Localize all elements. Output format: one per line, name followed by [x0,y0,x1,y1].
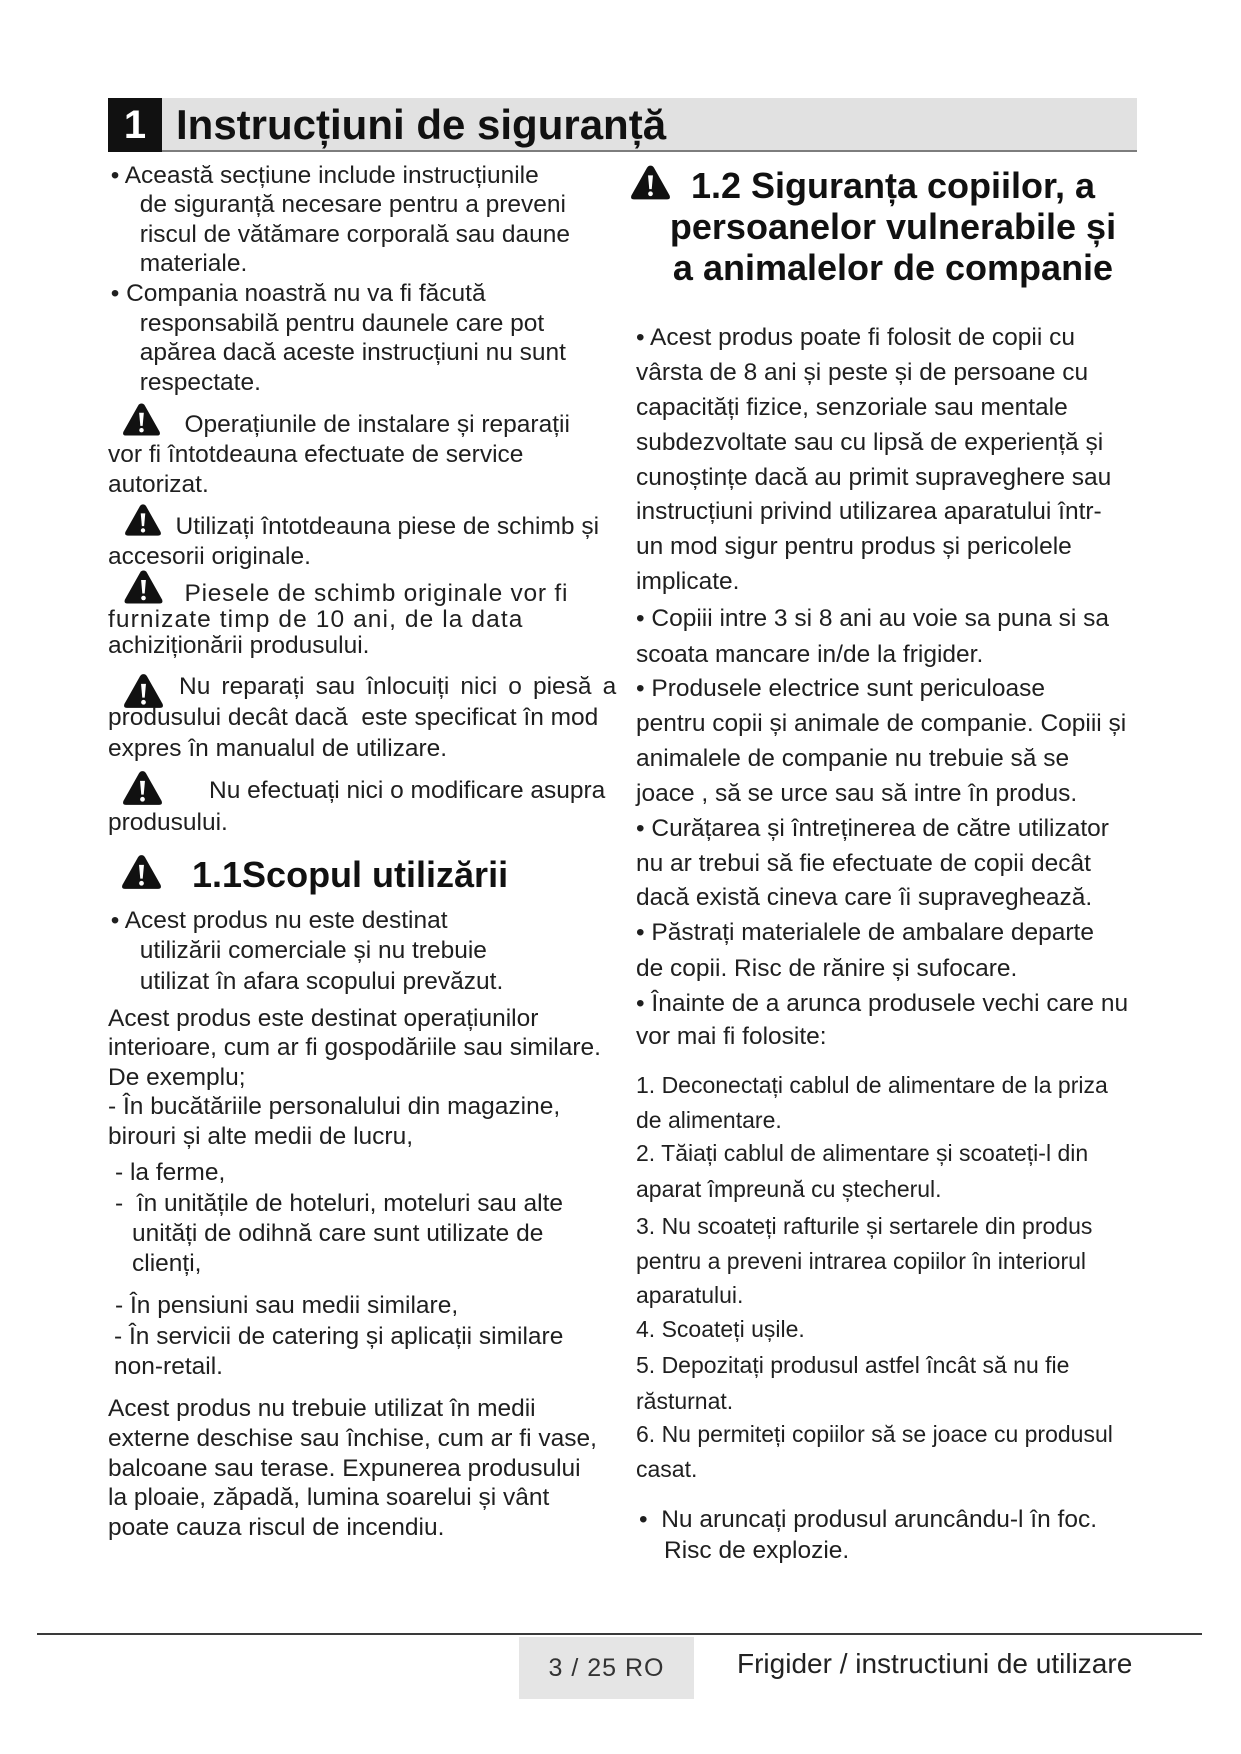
text-line: a animalelor de companie [672,247,1114,289]
text-line: 1.2 Siguranța copiilor, a [690,165,1096,206]
disposal-step [636,1312,805,1347]
text-line: aparatului. [636,1282,744,1309]
text-line: apărea dacă aceste instrucțiuni nu sunt [139,339,566,367]
text-line: autorizat. [108,471,209,498]
subsection-title-child-safety [668,165,1118,289]
disposal-step [636,1347,1069,1419]
text-line: non-retail. [114,1353,223,1380]
text-line: • Această secțiune include instrucțiunile [110,161,539,189]
text-line: 1. Deconectați cablul de alimentare de la priza [636,1072,1108,1099]
text-line: Operațiunile de instalare și reparații [184,411,570,438]
scope-list-item [115,1291,458,1321]
warning-note [108,410,570,500]
text-line: de siguranță necesare pentru a preveni [139,191,566,219]
text-line: animalele de companie nu trebuie să se [636,745,1070,773]
text-line: instrucțiuni privind utilizarea aparatului într- [636,498,1102,526]
child-safety-bullet [636,915,1094,987]
scope-list-item [114,1322,563,1382]
text-line: birouri și alte medii de lucru, [108,1123,414,1151]
scope-intro-paragraph [108,1004,601,1152]
text-line: dacă există cineva care îi supraveghează. [636,884,1093,912]
text-line: - În bucătăriile personalului din magazine, [108,1093,561,1121]
text-line: Risc de explozie. [664,1536,850,1564]
child-safety-bullet [636,987,1128,1054]
text-line: subdezvoltate sau cu lipsă de experiență și [636,428,1104,456]
text-line: capacități fizice, senzoriale sau mentale [636,393,1068,421]
text-line: joace , să se urce sau să intre în produs. [636,780,1078,808]
text-line: 4. Scoateți ușile. [636,1316,805,1342]
text-line: De exemplu; [108,1063,246,1091]
text-line: casat. [636,1456,698,1483]
text-line: pentru a preveni intrarea copiilor în interiorul [636,1247,1087,1274]
text-line: cunoștințe dacă au primit supraveghere sau [636,463,1112,491]
text-line: Piesele de schimb originale vor fi [184,579,569,607]
text-line: • Acest produs poate fi folosit de copii cu [636,324,1075,352]
text-line: produsului. [108,808,228,836]
text-line: clienți, [132,1250,202,1278]
text-line: - în unitățile de hoteluri, moteluri sau alte [115,1190,564,1217]
text-line: • Copiii intre 3 si 8 ani au voie sa puna si sa [636,604,1109,632]
warning-note [108,672,616,764]
text-line: la ploaie, zăpadă, lumina soarelui și vânt [108,1484,550,1512]
text-line: expres în manualul de utilizare. [108,734,448,762]
fire-warning-bullet [639,1505,1097,1565]
text-line: răsturnat. [636,1388,734,1414]
child-safety-bullet [636,671,1126,811]
text-line: vor mai fi folosite: [636,1023,827,1050]
text-line: Acest produs nu trebuie utilizat în medii [108,1395,536,1422]
text-line: utilizării comerciale și nu trebuie [139,937,487,965]
text-line: responsabilă pentru daunele care pot [139,309,545,337]
section-title: Instrucțiuni de siguranță [176,101,667,148]
scope-outro-paragraph [108,1394,597,1543]
text-line: 6. Nu permiteți copiilor să se joace cu produsul [636,1420,1113,1447]
page-number: 3 / 25 RO [519,1637,694,1699]
text-line: nu ar trebui să fie efectuate de copii decât [636,849,1091,877]
text-line: - În pensiuni sau medii similare, [115,1292,459,1319]
text-line: • Curățarea și întreținerea de către utilizator [636,815,1109,842]
disposal-step [636,1417,1113,1488]
text-line: vârsta de 8 ani și peste și de persoane cu [636,359,1089,387]
text-line: furnizate timp de 10 ani, de la data [108,605,524,633]
text-line: riscul de vătămare corporală sau daune [139,220,571,248]
text-line: un mod sigur pentru produs și pericolele [636,533,1072,561]
text-line: unități de odihnă care sunt utilizate de [132,1220,544,1248]
text-line: produsului decât dacă este specificat în mod [108,704,599,731]
subsection-title-scope: 1.1Scopul utilizării [192,854,509,895]
warning-note [108,581,568,659]
intro-bullet [110,161,571,279]
text-line: utilizat în afara scopului prevăzut. [139,967,504,995]
text-line: externe deschise sau închise, cum ar fi vase, [108,1424,597,1452]
text-line: respectate. [139,368,261,396]
text-line: de copii. Risc de rănire și sufocare. [636,954,1018,982]
text-line: aparat împreună cu ștecherul. [636,1175,942,1202]
text-line: • Păstrați materialele de ambalare departe [636,919,1094,946]
disposal-step [636,1136,1088,1208]
section-number-badge: 1 [108,98,162,152]
text-line: scoata mancare in/de la frigider. [636,640,984,668]
text-line: interioare, cum ar fi gospodăriile sau similare. [108,1034,601,1062]
text-line: 3. Nu scoateți rafturile și sertarele din produs [636,1213,1093,1239]
text-line: Acest produs este destinat operațiunilor [108,1004,539,1032]
warning-triangle-icon [121,853,162,891]
text-line: pentru copii și animale de companie. Copiii și [636,710,1127,738]
text-line: achiziționării produsului. [108,631,370,659]
intro-bullet [110,279,566,397]
footer-document-title: Frigider / instructiuni de utilizare [737,1648,1133,1679]
text-line: Nu efectuați nici o modificare asupra [209,776,606,804]
text-line: • Produsele electrice sunt periculoase [636,675,1045,703]
scope-list-item [115,1158,225,1188]
scope-list-item [115,1189,564,1280]
warning-note [108,775,605,839]
text-line: de alimentare. [636,1106,782,1133]
scope-bullet [110,906,504,997]
text-line: - În servicii de catering și aplicații similare [114,1323,564,1350]
child-safety-bullet [636,321,1111,599]
child-safety-bullet [636,812,1109,916]
text-line: accesorii originale. [108,543,311,571]
text-line: • Compania noastră nu va fi făcută [110,280,486,307]
text-line: • Nu aruncați produsul aruncându-l în foc. [639,1506,1097,1534]
text-line: balcoane sau terase. Expunerea produsului [108,1454,581,1482]
text-line: poate cauza riscul de incendiu. [108,1514,445,1542]
text-line: materiale. [139,250,248,278]
text-line: persoanelor vulnerabile și [669,206,1117,248]
text-line: • Acest produs nu este destinat [110,907,448,934]
text-line: Utilizați întotdeauna piese de schimb și [175,513,600,540]
warning-triangle-icon [630,163,671,202]
text-line: Nu reparați sau înlocuiți nici o piesă a [179,673,617,701]
text-line: 2. Tăiați cablul de alimentare și scoateți-l din [636,1139,1089,1166]
disposal-step [636,1209,1092,1313]
warning-note [108,512,599,572]
text-line: vor fi întotdeauna efectuate de service [108,441,524,468]
footer-divider [37,1633,1202,1635]
child-safety-bullet [636,601,1109,673]
text-line: implicate. [636,567,740,595]
disposal-step [636,1068,1108,1137]
text-line: - la ferme, [115,1159,226,1187]
text-line: 5. Depozitați produsul astfel încât să nu fie [636,1352,1070,1378]
text-line: • Înainte de a arunca produsele vechi care nu [636,989,1129,1017]
